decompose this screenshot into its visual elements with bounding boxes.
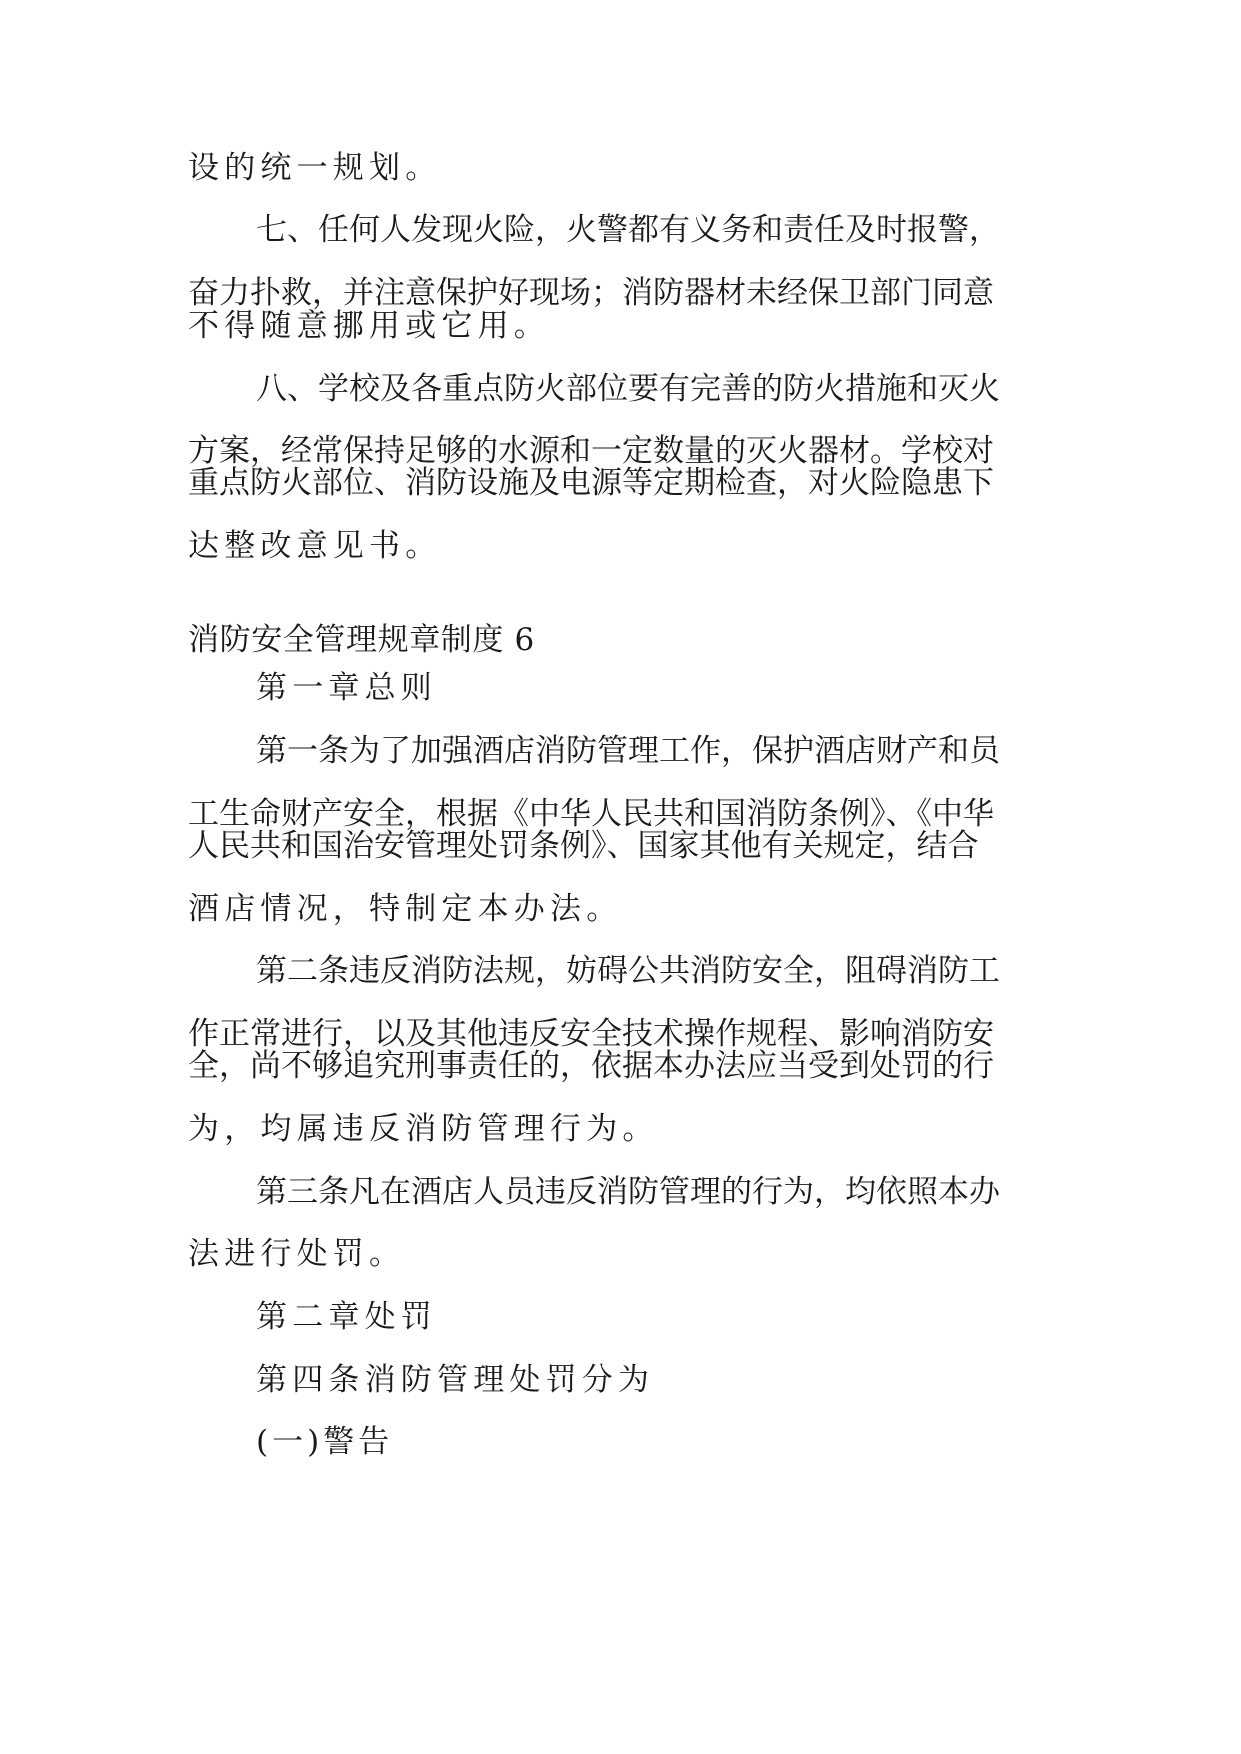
chapter-heading: 第一章总则 xyxy=(256,670,437,706)
text-line: 第一条为了加强酒店消防管理工作，保护酒店财产和员 xyxy=(256,733,1000,769)
text-line: 全，尚不够追究刑事责任的，依据本办法应当受到处罚的行 xyxy=(188,1048,994,1084)
chapter-heading: 第二章处罚 xyxy=(256,1299,437,1335)
text-line: 作正常进行，以及其他违反安全技术操作规程、影响消防安 xyxy=(188,1016,994,1052)
text-line: 为，均属违反消防管理行为。 xyxy=(188,1111,659,1147)
text-line: 第二条违反消防法规，妨碍公共消防安全，阻碍消防工 xyxy=(256,953,1000,989)
text-line: 法进行处罚。 xyxy=(188,1236,406,1272)
list-item: (一)警告 xyxy=(256,1424,394,1460)
text-line: 工生命财产安全，根据《中华人民共和国消防条例》、《中华 xyxy=(188,796,994,832)
text-line: 第四条消防管理处罚分为 xyxy=(256,1362,655,1398)
text-line: 达整改意见书。 xyxy=(188,528,442,564)
text-line: 人民共和国治安管理处罚条例》、国家其他有关规定，结合 xyxy=(188,828,979,864)
text-line: 酒店情况，特制定本办法。 xyxy=(188,891,623,927)
text-line: 七、任何人发现火险，火警都有义务和责任及时报警， xyxy=(256,212,1000,248)
text-line: 第三条凡在酒店人员违反消防管理的行为，均依照本办 xyxy=(256,1174,1000,1210)
section-heading: 消防安全管理规章制度 6 xyxy=(188,622,535,658)
text-line: 奋力扑救，并注意保护好现场；消防器材未经保卫部门同意 xyxy=(188,275,994,311)
text-line: 设的统一规划。 xyxy=(188,150,442,186)
text-line: 重点防火部位、消防设施及电源等定期检查，对火险隐患下 xyxy=(188,465,994,501)
text-line: 方案，经常保持足够的水源和一定数量的灭火器材。学校对 xyxy=(188,433,994,469)
text-line: 不得随意挪用或它用。 xyxy=(188,308,550,344)
text-line: 八、学校及各重点防火部位要有完善的防火措施和灭火 xyxy=(256,371,1000,407)
